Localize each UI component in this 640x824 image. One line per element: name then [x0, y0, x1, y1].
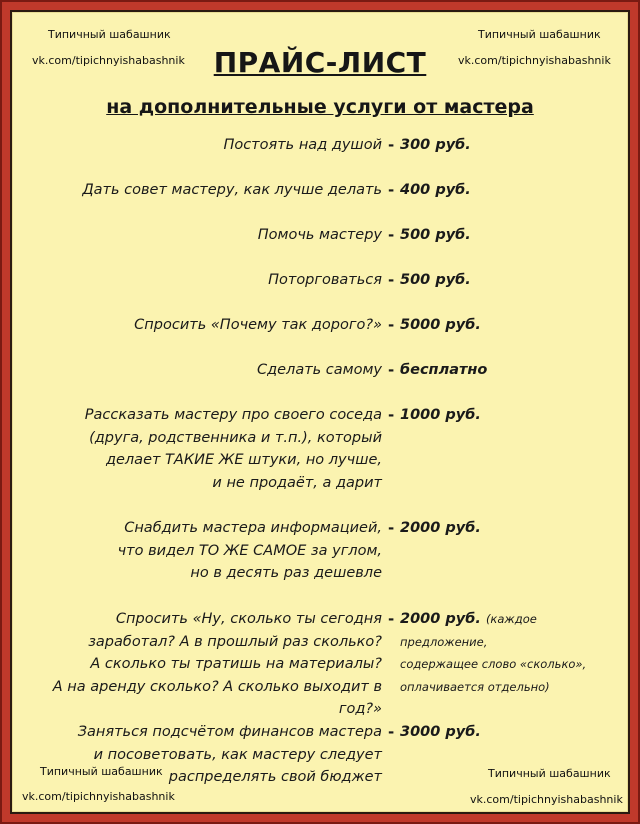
watermark-url-top-right: vk.com/tipichnyishabashnik — [458, 54, 611, 67]
dash-separator: - — [388, 136, 395, 154]
price-text: 1000 руб. — [400, 407, 481, 423]
price-note: (каждое предложение, содержащее слово «сколько», оплачивается отдельно) — [400, 612, 587, 694]
price-list-sheet — [10, 10, 630, 814]
price-text: 5000 руб. — [400, 317, 481, 333]
price-text: бесплатно — [400, 362, 488, 378]
price-text: 3000 руб. — [400, 724, 481, 740]
watermark-url-bottom-left: vk.com/tipichnyishabashnik — [22, 790, 175, 803]
price-text: 2000 руб. — [400, 520, 481, 536]
service-text: Заняться подсчётом финансов мастера и посоветовать, как мастеру следует распределять свой бюджет — [77, 724, 382, 786]
watermark-name-bottom-right: Типичный шабашник — [488, 767, 611, 780]
price-text: 500 руб. — [400, 272, 471, 288]
service-text: Сделать самому — [256, 362, 382, 378]
dash-separator: - — [388, 226, 395, 244]
dash-separator: - — [388, 181, 395, 199]
service-text: Рассказать мастеру про своего соседа (друга, родственника и т.п.), который делает ТАКИЕ ЖЕ штуки, но лучше, и не продаёт, а дарит — [84, 407, 382, 491]
price-text: 400 руб. — [400, 182, 471, 198]
page-title: ПРАЙС-ЛИСТ — [213, 46, 427, 79]
dash-separator: - — [388, 723, 395, 741]
service-text: Дать совет мастеру, как лучше делать — [82, 182, 382, 198]
service-text: Поторговаться — [268, 272, 382, 288]
page-subtitle: на дополнительные услуги от мастера — [106, 96, 534, 118]
price-text: 500 руб. — [400, 227, 471, 243]
dash-separator: - — [388, 271, 395, 289]
price-text: 300 руб. — [400, 137, 471, 153]
watermark-name-top-left: Типичный шабашник — [48, 28, 171, 41]
price-with-note — [400, 608, 600, 698]
service-text: Помочь мастеру — [257, 227, 382, 243]
service-text: Постоять над душой — [223, 137, 382, 153]
watermark-name-bottom-left: Типичный шабашник — [40, 765, 163, 778]
watermark-url-bottom-right: vk.com/tipichnyishabashnik — [470, 793, 623, 806]
service-text: Снабдить мастера информацией, что видел ТО ЖЕ САМОЕ за углом, но в десять раз дешевле — [117, 520, 382, 582]
dash-separator: - — [388, 519, 395, 537]
dash-separator: - — [388, 406, 395, 424]
dash-separator: - — [388, 361, 395, 379]
service-text: Спросить «Ну, сколько ты сегодня заработал? А в прошлый раз сколько? А сколько ты тратишь на материалы? А на аренду сколько? А сколько выходит в год?» — [52, 611, 382, 718]
dash-separator: - — [388, 316, 395, 334]
watermark-name-top-right: Типичный шабашник — [478, 28, 601, 41]
price-text: 2000 руб. — [400, 611, 481, 627]
service-text: Спросить «Почему так дорого?» — [134, 317, 382, 333]
dash-separator: - — [388, 610, 395, 628]
watermark-url-top-left: vk.com/tipichnyishabashnik — [32, 54, 185, 67]
